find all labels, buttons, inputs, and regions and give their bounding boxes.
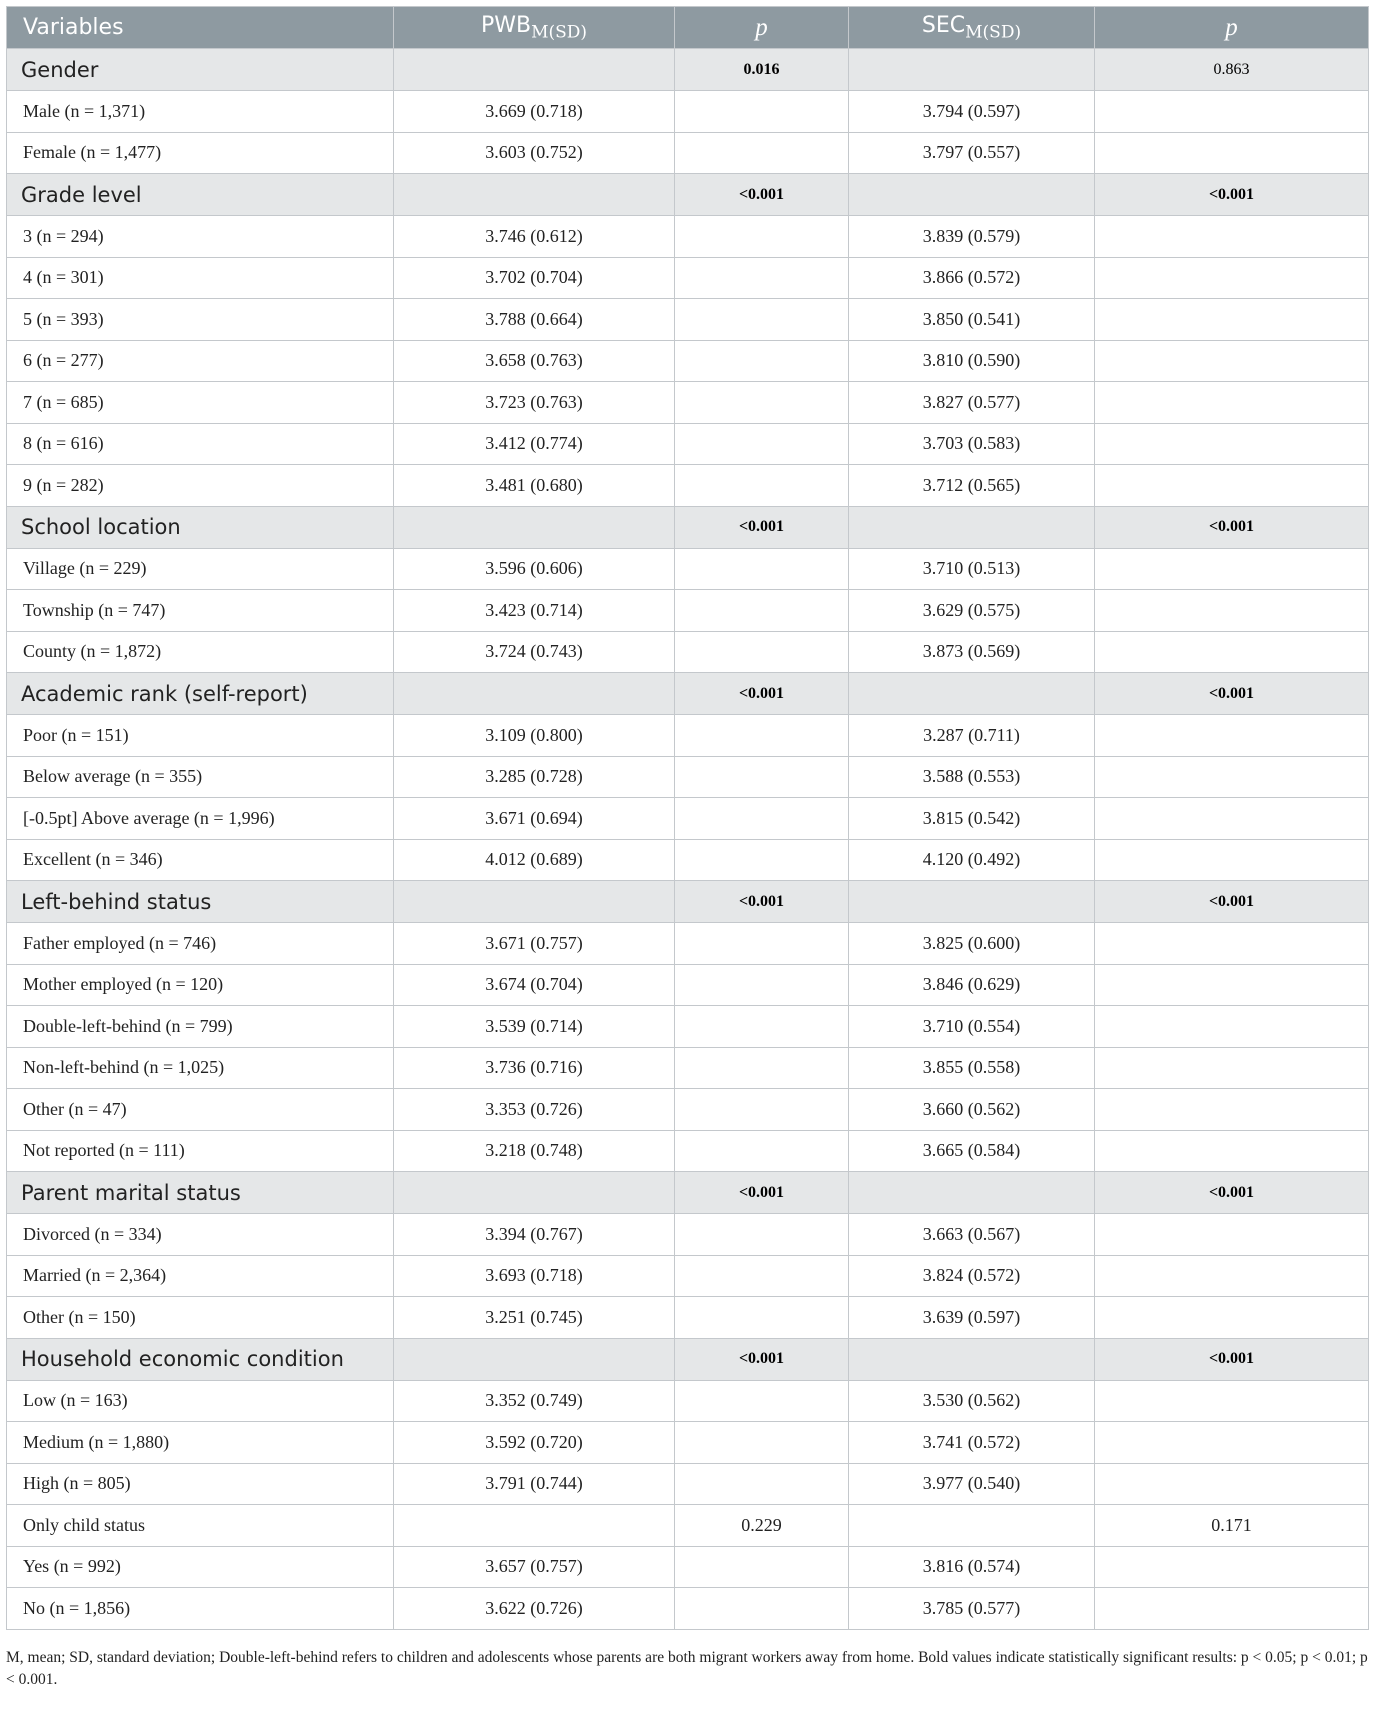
pwb-value: 3.412 (0.774) [394,423,675,465]
p-value-sec [1095,1214,1369,1256]
sec-value: 3.815 (0.542) [849,798,1095,840]
p-value-pwb: 0.229 [675,1505,849,1547]
p-value-pwb [675,923,849,965]
table-row [7,1588,1369,1630]
sec-value: 3.839 (0.579) [849,216,1095,258]
p-value-pwb [675,839,849,881]
table-body [7,49,1369,1630]
variable-label: 5 (n = 393) [7,299,394,341]
table-row [7,715,1369,757]
p-value-pwb [675,631,849,673]
variable-label: Divorced (n = 334) [7,1214,394,1256]
sec-value: 3.588 (0.553) [849,756,1095,798]
sec-value: 3.855 (0.558) [849,1047,1095,1089]
group-label: School location [7,506,394,548]
variable-label: Medium (n = 1,880) [7,1422,394,1464]
pwb-value [394,1172,675,1214]
p-value-pwb [675,91,849,133]
p-value-pwb [675,132,849,174]
table-row [7,1463,1369,1505]
p-value-pwb [675,590,849,632]
group-header-row [7,49,1369,91]
sec-value: 3.741 (0.572) [849,1422,1095,1464]
p-value-pwb [675,1255,849,1297]
p-value-sec: <0.001 [1095,506,1369,548]
p-value-sec [1095,923,1369,965]
p-value-sec [1095,340,1369,382]
p-value-pwb [675,1089,849,1131]
pwb-value [394,673,675,715]
table-row [7,839,1369,881]
p-value-sec [1095,382,1369,424]
variable-label: County (n = 1,872) [7,631,394,673]
variable-label: Double-left-behind (n = 799) [7,1006,394,1048]
p-value-sec [1095,1463,1369,1505]
group-label: Left-behind status [7,881,394,923]
p-value-sec [1095,299,1369,341]
sec-value: 3.846 (0.629) [849,964,1095,1006]
table-row [7,1546,1369,1588]
table-row [7,590,1369,632]
p-value-sec [1095,590,1369,632]
p-value-sec [1095,91,1369,133]
p-value-pwb [675,1380,849,1422]
p-value-sec: <0.001 [1095,881,1369,923]
variable-label: Mother employed (n = 120) [7,964,394,1006]
group-header-row [7,1172,1369,1214]
pwb-value [394,1505,675,1547]
p-value-sec [1095,1255,1369,1297]
variable-label: Excellent (n = 346) [7,839,394,881]
sec-value: 3.810 (0.590) [849,340,1095,382]
p-value-sec: 0.863 [1095,49,1369,91]
variable-label: Village (n = 229) [7,548,394,590]
pwb-value [394,1338,675,1380]
p-value-sec: <0.001 [1095,673,1369,715]
p-value-pwb [675,1047,849,1089]
table-row [7,257,1369,299]
p-value-pwb [675,465,849,507]
sec-value: 3.629 (0.575) [849,590,1095,632]
sec-value [849,673,1095,715]
p-value-sec [1095,216,1369,258]
sec-value [849,49,1095,91]
sec-value: 3.663 (0.567) [849,1214,1095,1256]
p-value-pwb [675,1463,849,1505]
pwb-value: 3.352 (0.749) [394,1380,675,1422]
pwb-value: 3.657 (0.757) [394,1546,675,1588]
p-value-sec [1095,257,1369,299]
sec-value: 3.873 (0.569) [849,631,1095,673]
pwb-value: 3.674 (0.704) [394,964,675,1006]
p-value-pwb [675,382,849,424]
variable-label: No (n = 1,856) [7,1588,394,1630]
p-value-sec [1095,423,1369,465]
table-row [7,299,1369,341]
table-row [7,382,1369,424]
pwb-value: 3.671 (0.694) [394,798,675,840]
header-sec-sub: M(SD) [965,22,1022,43]
variable-label: Only child status [7,1505,394,1547]
sec-value: 4.120 (0.492) [849,839,1095,881]
sec-value: 3.712 (0.565) [849,465,1095,507]
sec-value [849,881,1095,923]
table-row [7,1505,1369,1547]
p-value-pwb [675,1588,849,1630]
pwb-value: 3.671 (0.757) [394,923,675,965]
pwb-value: 3.746 (0.612) [394,216,675,258]
table-row [7,1297,1369,1339]
p-value-sec [1095,1422,1369,1464]
p-value-pwb: <0.001 [675,881,849,923]
variable-label: Non-left-behind (n = 1,025) [7,1047,394,1089]
group-label: Household economic condition [7,1338,394,1380]
table-row [7,1089,1369,1131]
pwb-value [394,881,675,923]
sec-value: 3.710 (0.554) [849,1006,1095,1048]
p-value-pwb [675,1297,849,1339]
pwb-value: 3.251 (0.745) [394,1297,675,1339]
table-row [7,798,1369,840]
p-value-pwb: <0.001 [675,1172,849,1214]
pwb-value: 3.723 (0.763) [394,382,675,424]
table-row [7,1214,1369,1256]
sec-value: 3.794 (0.597) [849,91,1095,133]
pwb-value: 3.596 (0.606) [394,548,675,590]
sec-value [849,506,1095,548]
variable-label: Other (n = 47) [7,1089,394,1131]
p-value-pwb [675,715,849,757]
group-label: Grade level [7,174,394,216]
sec-value: 3.824 (0.572) [849,1255,1095,1297]
header-pwb-sub: M(SD) [531,22,588,43]
p-value-pwb [675,216,849,258]
variable-label: Not reported (n = 111) [7,1130,394,1172]
table-row [7,340,1369,382]
p-value-pwb: <0.001 [675,174,849,216]
group-header-row [7,506,1369,548]
variable-label: [-0.5pt] Above average (n = 1,996) [7,798,394,840]
sec-value: 3.703 (0.583) [849,423,1095,465]
p-value-sec [1095,1588,1369,1630]
p-value-sec [1095,1047,1369,1089]
variable-label: Male (n = 1,371) [7,91,394,133]
group-header-row [7,673,1369,715]
header-pwb [394,7,675,49]
variable-label: Poor (n = 151) [7,715,394,757]
variable-label: 3 (n = 294) [7,216,394,258]
pwb-value: 3.622 (0.726) [394,1588,675,1630]
sec-value: 3.660 (0.562) [849,1089,1095,1131]
pwb-value: 3.481 (0.680) [394,465,675,507]
table-row [7,548,1369,590]
p-value-sec: <0.001 [1095,1338,1369,1380]
table-row [7,1422,1369,1464]
p-value-sec [1095,1380,1369,1422]
p-value-pwb [675,756,849,798]
pwb-value: 4.012 (0.689) [394,839,675,881]
table-container [6,6,1368,1630]
pwb-value: 3.693 (0.718) [394,1255,675,1297]
variable-label: 4 (n = 301) [7,257,394,299]
pwb-value: 3.791 (0.744) [394,1463,675,1505]
p-value-sec [1095,839,1369,881]
p-value-pwb [675,1214,849,1256]
variable-label: 9 (n = 282) [7,465,394,507]
variable-label: Below average (n = 355) [7,756,394,798]
sec-value: 3.850 (0.541) [849,299,1095,341]
variable-label: 7 (n = 685) [7,382,394,424]
p-value-sec [1095,1130,1369,1172]
group-label: Academic rank (self-report) [7,673,394,715]
sec-value: 3.816 (0.574) [849,1546,1095,1588]
variable-label: Township (n = 747) [7,590,394,632]
table-row [7,1130,1369,1172]
p-value-sec [1095,548,1369,590]
header-sec-label: SEC [921,12,966,38]
p-value-pwb: <0.001 [675,1338,849,1380]
group-header-row [7,174,1369,216]
p-value-sec [1095,132,1369,174]
p-value-pwb [675,964,849,1006]
header-p-pwb: p [675,7,849,49]
sec-value: 3.827 (0.577) [849,382,1095,424]
pwb-value: 3.285 (0.728) [394,756,675,798]
table-row [7,923,1369,965]
pwb-value: 3.603 (0.752) [394,132,675,174]
sec-value: 3.797 (0.557) [849,132,1095,174]
pwb-value: 3.353 (0.726) [394,1089,675,1131]
pwb-value: 3.724 (0.743) [394,631,675,673]
p-value-pwb: 0.016 [675,49,849,91]
group-label: Parent marital status [7,1172,394,1214]
sec-value: 3.825 (0.600) [849,923,1095,965]
group-label: Gender [7,49,394,91]
variable-label: Other (n = 150) [7,1297,394,1339]
table-row [7,1006,1369,1048]
p-value-sec: <0.001 [1095,1172,1369,1214]
table-row [7,1255,1369,1297]
p-value-pwb: <0.001 [675,673,849,715]
p-value-sec: <0.001 [1095,174,1369,216]
pwb-value: 3.788 (0.664) [394,299,675,341]
sec-value: 3.665 (0.584) [849,1130,1095,1172]
p-value-pwb [675,798,849,840]
sec-value [849,1172,1095,1214]
table-row [7,132,1369,174]
variable-label: Female (n = 1,477) [7,132,394,174]
table-row [7,756,1369,798]
pwb-value [394,506,675,548]
p-value-sec [1095,964,1369,1006]
pwb-value [394,174,675,216]
p-value-pwb [675,548,849,590]
header-row [7,7,1369,49]
sec-value: 3.710 (0.513) [849,548,1095,590]
sec-value: 3.287 (0.711) [849,715,1095,757]
variable-label: 6 (n = 277) [7,340,394,382]
sec-value: 3.639 (0.597) [849,1297,1095,1339]
p-value-pwb [675,340,849,382]
header-variables: Variables [7,7,394,49]
p-value-sec [1095,631,1369,673]
sec-value [849,1338,1095,1380]
p-value-sec [1095,798,1369,840]
demographics-table [6,6,1369,1630]
p-value-pwb [675,1130,849,1172]
table-row [7,1047,1369,1089]
p-value-sec [1095,1006,1369,1048]
p-value-sec [1095,1089,1369,1131]
sec-value: 3.977 (0.540) [849,1463,1095,1505]
p-value-pwb [675,1546,849,1588]
pwb-value: 3.109 (0.800) [394,715,675,757]
p-value-sec [1095,715,1369,757]
sec-value: 3.866 (0.572) [849,257,1095,299]
pwb-value [394,49,675,91]
p-value-pwb: <0.001 [675,506,849,548]
pwb-value: 3.658 (0.763) [394,340,675,382]
p-value-sec: 0.171 [1095,1505,1369,1547]
table-row [7,423,1369,465]
variable-label: Married (n = 2,364) [7,1255,394,1297]
p-value-sec [1095,1546,1369,1588]
header-pwb-label: PWB [480,12,532,38]
pwb-value: 3.218 (0.748) [394,1130,675,1172]
pwb-value: 3.702 (0.704) [394,257,675,299]
p-value-pwb [675,423,849,465]
pwb-value: 3.669 (0.718) [394,91,675,133]
p-value-pwb [675,1006,849,1048]
pwb-value: 3.423 (0.714) [394,590,675,632]
header-sec [849,7,1095,49]
variable-label: High (n = 805) [7,1463,394,1505]
p-value-pwb [675,257,849,299]
group-header-row [7,881,1369,923]
pwb-value: 3.539 (0.714) [394,1006,675,1048]
table-row [7,1380,1369,1422]
variable-label: Father employed (n = 746) [7,923,394,965]
pwb-value: 3.736 (0.716) [394,1047,675,1089]
sec-value: 3.530 (0.562) [849,1380,1095,1422]
p-value-sec [1095,465,1369,507]
table-row [7,91,1369,133]
p-value-sec [1095,756,1369,798]
table-row [7,216,1369,258]
group-header-row [7,1338,1369,1380]
table-row [7,465,1369,507]
variable-label: 8 (n = 616) [7,423,394,465]
pwb-value: 3.592 (0.720) [394,1422,675,1464]
sec-value: 3.785 (0.577) [849,1588,1095,1630]
p-value-sec [1095,1297,1369,1339]
pwb-value: 3.394 (0.767) [394,1214,675,1256]
table-row [7,631,1369,673]
p-value-pwb [675,299,849,341]
sec-value [849,174,1095,216]
variable-label: Low (n = 163) [7,1380,394,1422]
variable-label: Yes (n = 992) [7,1546,394,1588]
header-p-sec: p [1095,7,1369,49]
table-row [7,964,1369,1006]
p-value-pwb [675,1422,849,1464]
sec-value [849,1505,1095,1547]
table-footnote: M, mean; SD, standard deviation; Double-left-behind refers to children and adolescents whose parents are both migrant workers away from home. Bold values indicate statistically significant results: p < 0.05; p < 0.01; p < 0.001. [6,1649,1368,1688]
